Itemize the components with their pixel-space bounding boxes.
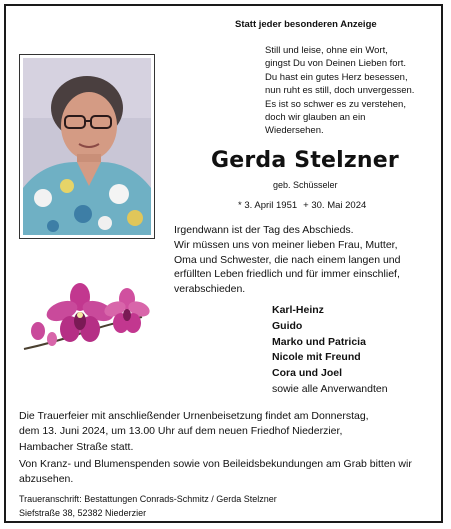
poem-line: Wiedersehen.: [265, 125, 324, 137]
mourner: Karl-Heinz: [272, 304, 324, 316]
orchid-image: [22, 283, 154, 355]
ceremony-line: Die Trauerfeier mit anschließender Urnenbeisetzung findet am Donnerstag,: [19, 410, 369, 422]
mourners-list: [272, 303, 388, 398]
intro-line: Irgendwann ist der Tag des Abschieds.: [174, 224, 354, 236]
ceremony-text: [19, 409, 369, 455]
poem-line: Es ist so schwer es zu verstehen,: [265, 98, 406, 110]
portrait-photo: [23, 58, 151, 235]
death-date: + 30. Mai 2024: [303, 200, 367, 211]
ceremony-line: Hambacher Straße statt.: [19, 440, 134, 453]
intro-text: [174, 223, 400, 297]
poem-line: Still und leise, ohne ein Wort,: [265, 45, 388, 56]
intro-line: verabschieden.: [174, 283, 246, 296]
intro-line: erfüllten Leben friedlich und für immer einschlief,: [174, 268, 400, 281]
donations-line: Von Kranz- und Blumenspenden sowie von Beileidsbekundungen am Grab bitten wir: [19, 458, 412, 470]
poem-line: Du hast ein gutes Herz besessen,: [265, 71, 408, 83]
donations-line: abzusehen.: [19, 473, 74, 486]
birth-name: geb. Schüsseler: [273, 180, 338, 190]
mourner: Nicole mit Freund: [272, 351, 361, 364]
mourners-closing: sowie alle Anverwandten: [272, 382, 388, 395]
intro-line: Oma und Schwester, die nach einem langen und: [174, 253, 401, 266]
birth-date: * 3. April 1951: [238, 200, 298, 211]
poem-line: gingst Du von Deinen Lieben fort.: [265, 58, 407, 70]
poem-line: nun ruht es still, doch unvergessen.: [265, 85, 415, 97]
intro-line: Wir müssen uns von meiner lieben Frau, Mutter,: [174, 238, 398, 251]
ceremony-line: dem 13. Juni 2024, um 13.00 Uhr auf dem neuen Friedhof Niederzier,: [19, 425, 343, 438]
mourner: Guido: [272, 319, 303, 332]
mourner: Marko und Patricia: [272, 335, 366, 348]
deceased-name: Gerda Stelzner: [211, 148, 399, 173]
portrait-frame: [19, 54, 155, 239]
mourner: Cora und Joel: [272, 367, 343, 380]
donations-text: [19, 457, 412, 488]
life-dates: [238, 200, 372, 211]
poem: [265, 44, 414, 138]
headline: Statt jeder besonderen Anzeige: [235, 19, 377, 30]
address-line: Traueranschrift: Bestattungen Conrads-Schmitz / Gerda Stelzner: [19, 494, 277, 504]
mourning-address: [19, 492, 277, 520]
address-line: Siefstraße 38, 52382 Niederzier: [19, 508, 147, 518]
poem-line: doch wir glauben an ein: [265, 112, 366, 124]
